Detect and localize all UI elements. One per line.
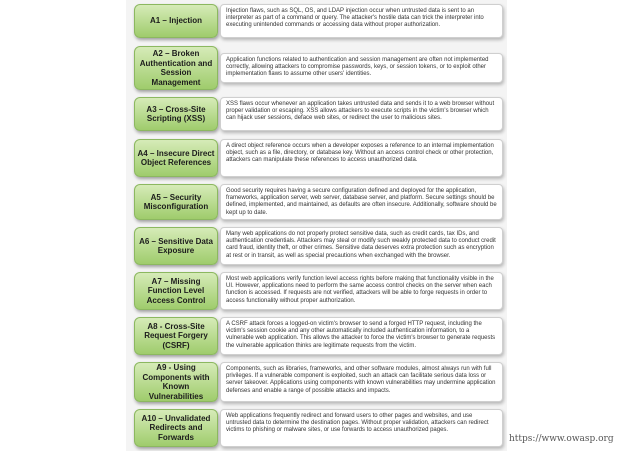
risk-description: Good security requires having a secure configuration defined and deployed for the application, frameworks, application server, web server, database server, and platform. Secure settings should be defined, implemented, and maintained, as defaults are often insecure. Additionally, software should be kept up to date. — [220, 184, 503, 220]
risk-row-a3 — [126, 97, 507, 131]
risk-label: A10 – Unvalidated Redirects and Forwards — [134, 409, 218, 447]
risk-label: A1 – Injection — [134, 4, 218, 38]
risk-row-a10 — [126, 409, 507, 447]
risk-label: A4 – Insecure Direct Object References — [134, 139, 218, 177]
risk-row-a4 — [126, 139, 507, 177]
risk-description: Injection flaws, such as SQL, OS, and LDAP injection occur when untrusted data is sent to an interpreter as part of a command or query. The attacker's hostile data can trick the interpreter into executing unintended commands or accessing data without proper authorization. — [220, 4, 503, 38]
risk-label: A8 - Cross-Site Request Forgery (CSRF) — [134, 317, 218, 355]
risk-label: A2 – Broken Authentication and Session Management — [134, 46, 218, 90]
risk-row-a1 — [126, 4, 507, 38]
risk-label: A3 – Cross-Site Scripting (XSS) — [134, 97, 218, 131]
source-url: https://www.owasp.org — [509, 434, 614, 444]
owasp-top10-panel — [126, 0, 507, 451]
risk-description: Web applications frequently redirect and forward users to other pages and websites, and use untrusted data to determine the destination pages. Without proper validation, attackers can redirect victims to phishing or malware sites, or use forwards to access unauthorized pages. — [220, 409, 503, 447]
risk-label: A7 – Missing Function Level Access Control — [134, 272, 218, 310]
risk-description: A CSRF attack forces a logged-on victim's browser to send a forged HTTP request, including the victim's session cookie and any other automatically included authentication information, to a vulnerable web application. This allows the attacker to force the victim's browser to generate requests the vulnerable application thinks are legitimate requests from the victim. — [220, 317, 503, 355]
risk-row-a6 — [126, 227, 507, 265]
risk-description: Application functions related to authentication and session management are often not implemented correctly, allowing attackers to compromise passwords, keys, or session tokens, or to exploit other implementation flaws to assume other users' identities. — [220, 53, 503, 83]
risk-row-a2 — [126, 46, 507, 90]
risk-row-a7 — [126, 272, 507, 310]
risk-description: A direct object reference occurs when a developer exposes a reference to an internal implementation object, such as a file, directory, or database key. Without an access control check or other protection, attackers can manipulate these references to access unauthorized data. — [220, 139, 503, 177]
risk-row-a9 — [126, 362, 507, 402]
risk-description: Most web applications verify function level access rights before making that functionality visible in the UI. However, applications need to perform the same access control checks on the server when each function is accessed. If requests are not verified, attackers will be able to forge requests in order to access functionality without proper authorization. — [220, 272, 503, 310]
risk-description: Many web applications do not properly protect sensitive data, such as credit cards, tax IDs, and authentication credentials. Attackers may steal or modify such weakly protected data to conduct credit card fraud, identity theft, or other crimes. Sensitive data deserves extra protection such as encryption at rest or in transit, as well as special precautions when exchanged with the browser. — [220, 227, 503, 265]
risk-row-a5 — [126, 184, 507, 220]
risk-label: A5 – Security Misconfiguration — [134, 184, 218, 220]
risk-description: XSS flaws occur whenever an application takes untrusted data and sends it to a web browser without proper validation or escaping. XSS allows attackers to execute scripts in the victim's browser which can hijack user sessions, deface web sites, or redirect the user to malicious sites. — [220, 97, 503, 131]
risk-label: A6 – Sensitive Data Exposure — [134, 227, 218, 265]
risk-label: A9 - Using Components with Known Vulnerabilities — [134, 362, 218, 402]
risk-description: Components, such as libraries, frameworks, and other software modules, almost always run with full privileges. If a vulnerable component is exploited, such an attack can facilitate serious data loss or server takeover. Applications using components with known vulnerabilities may undermine application defenses and enable a range of possible attacks and impacts. — [220, 362, 503, 402]
risk-row-a8 — [126, 317, 507, 355]
